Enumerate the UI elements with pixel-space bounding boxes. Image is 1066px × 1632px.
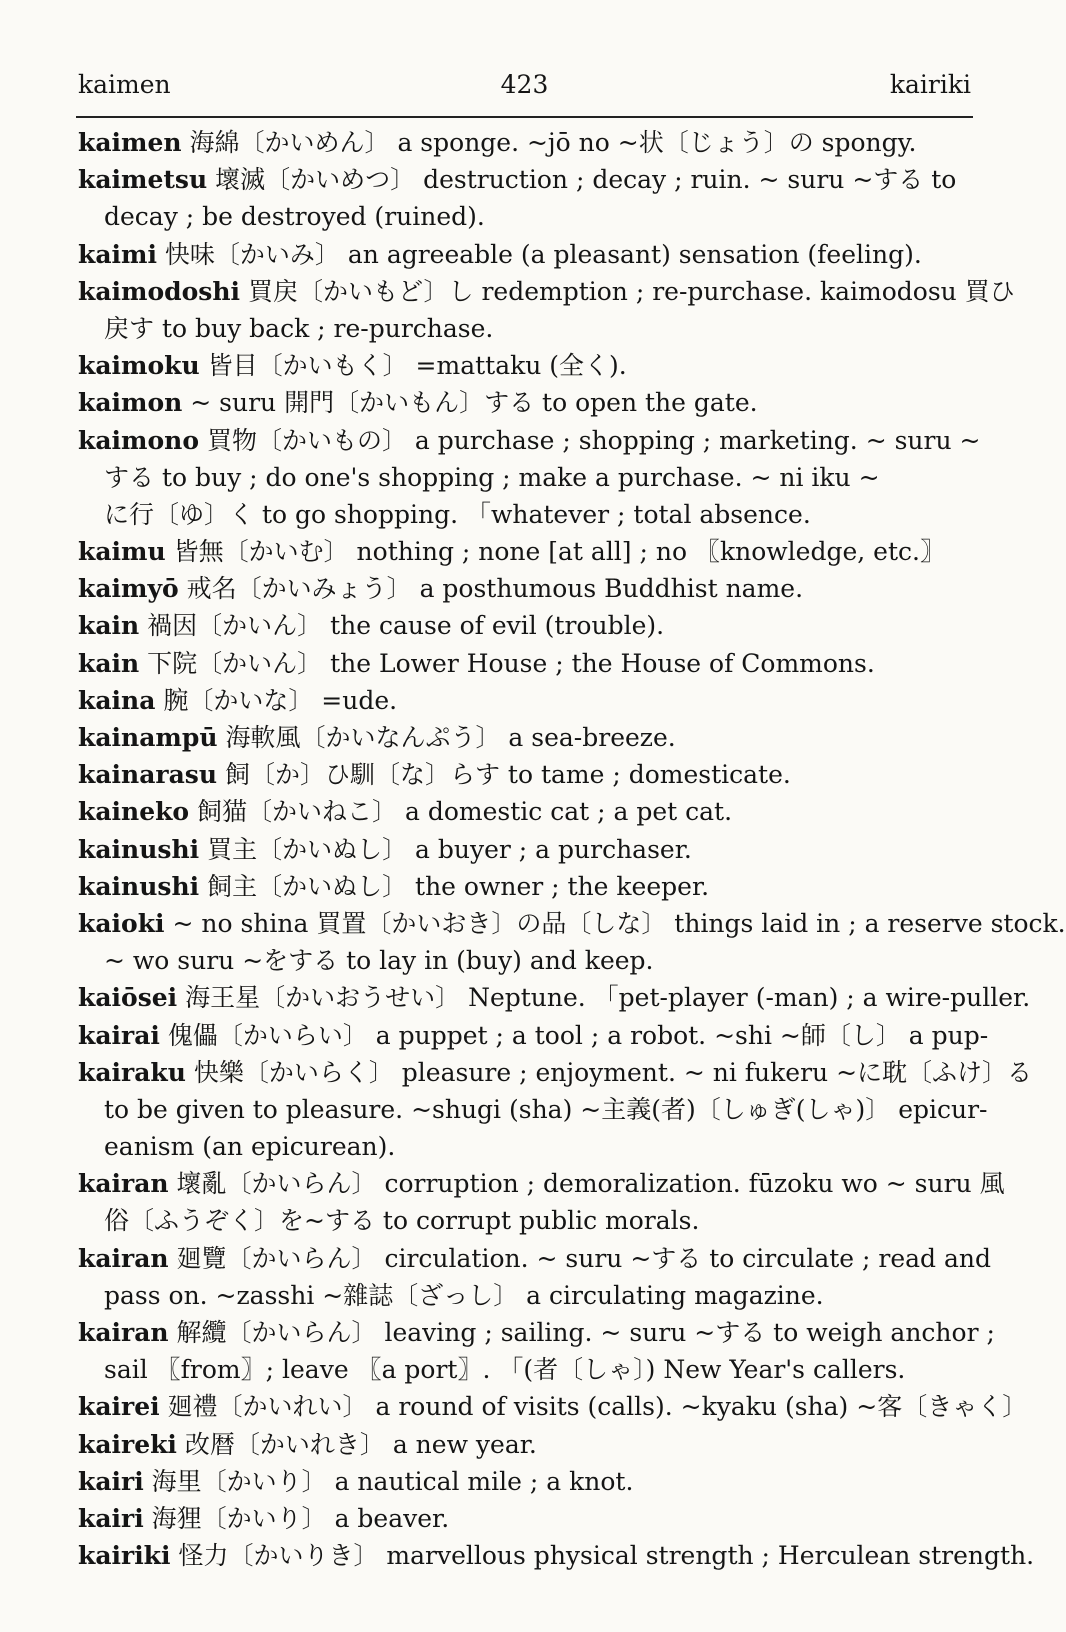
running-header xyxy=(78,70,971,110)
entry-text: 快味〔かいみ〕 an agreeable (a pleasant) sensation (feeling). xyxy=(156,239,922,269)
entry-text: 廻覽〔かいらん〕 circulation. ~ suru ~する to circulate ; read and xyxy=(168,1243,991,1273)
entry-text: 戻す to buy back ; re-purchase. xyxy=(104,313,494,343)
entry-text: eanism (an epicurean). xyxy=(104,1132,396,1162)
entry-text: 解纜〔かいらん〕 leaving ; sailing. ~ suru ~する to weigh anchor ; xyxy=(168,1318,995,1347)
entry-line xyxy=(78,1314,995,1351)
entry-line xyxy=(78,1500,973,1537)
entry-text: 買物〔かいもの〕 a purchase ; shopping ; marketing. ~ suru ~ xyxy=(199,425,981,455)
entry-line xyxy=(78,533,973,570)
entry-line xyxy=(78,161,973,198)
entry-line xyxy=(78,719,973,756)
headword: kairei xyxy=(78,1392,160,1422)
entry-line xyxy=(78,1240,991,1277)
headword: kaina xyxy=(78,685,156,715)
entry-text: 怪力〔かいりき〕 marvellous physical strength ; Herculean strength. xyxy=(170,1541,1035,1571)
headword: kaimi xyxy=(78,239,157,269)
entry-text: ~ wo suru ~をする to lay in (buy) and keep. xyxy=(104,946,654,976)
entry-line xyxy=(78,570,973,607)
entry-line xyxy=(78,868,973,905)
entry-text: 戒名〔かいみょう〕 a posthumous Buddhist name. xyxy=(178,574,804,604)
entry-line xyxy=(78,1165,1005,1202)
entry-continuation-line xyxy=(78,198,973,235)
headword: kaiōsei xyxy=(78,983,178,1013)
headword: kairai xyxy=(78,1020,160,1050)
entry-line xyxy=(78,236,973,273)
entry-text: 下院〔かいん〕 the Lower House ; the House of Commons. xyxy=(139,648,875,678)
entry-text: 壞亂〔かいらん〕 corruption ; demoralization. fūzoku wo ~ suru 風 xyxy=(168,1169,1005,1199)
entry-text: 海里〔かいり〕 a nautical mile ; a knot. xyxy=(143,1466,634,1496)
headword: kairan xyxy=(78,1243,169,1273)
page-number: 423 xyxy=(500,70,549,99)
entry-text: 傀儡〔かいらい〕 a puppet ; a tool ; a robot. ~shi ~師〔し〕 a pup- xyxy=(159,1020,989,1050)
headword: kaioki xyxy=(78,908,165,938)
headword: kairi xyxy=(78,1466,144,1496)
headword: kainampū xyxy=(78,723,218,752)
headword: kaimon xyxy=(78,388,183,418)
entry-line xyxy=(78,1463,973,1500)
headword: kairaku xyxy=(78,1057,186,1087)
headword: kain xyxy=(78,611,140,641)
entry-text: 皆無〔かいむ〕 nothing ; none [at all] ; no 〖knowledge, etc.〗 xyxy=(165,537,945,567)
headword: kainushi xyxy=(78,834,200,864)
entry-text: 俗〔ふうぞく〕を~する to corrupt public morals. xyxy=(104,1206,700,1236)
entry-line xyxy=(78,422,981,459)
entry-line xyxy=(78,1388,1028,1425)
headword: kaimodoshi xyxy=(78,276,241,306)
entry-line xyxy=(78,347,973,384)
entry-line xyxy=(78,682,973,719)
entry-line xyxy=(78,756,973,793)
entry-line xyxy=(78,1426,973,1463)
entry-continuation-line xyxy=(78,459,973,496)
entry-text: 海狸〔かいり〕 a beaver. xyxy=(143,1503,450,1533)
entry-text: 改暦〔かいれき〕 a new year. xyxy=(176,1429,537,1459)
entry-text: pass on. ~zasshi ~雜誌〔ざっし〕 a circulating magazine. xyxy=(104,1280,824,1310)
headword: kairan xyxy=(78,1318,169,1347)
headword: kairi xyxy=(78,1503,144,1533)
headword: kaimyō xyxy=(78,574,179,604)
entry-line xyxy=(78,384,973,421)
entry-line xyxy=(78,645,973,682)
entry-line xyxy=(78,124,973,161)
entry-line xyxy=(78,979,1031,1016)
entry-line xyxy=(78,905,1066,942)
entry-text: decay ; be destroyed (ruined). xyxy=(104,202,485,232)
entry-text: 飼猫〔かいねこ〕 a domestic cat ; a pet cat. xyxy=(189,797,733,827)
entry-continuation-line xyxy=(78,1351,973,1388)
entry-text: に行〔ゆ〕く to go shopping. 「whatever ; total absence. xyxy=(104,499,811,529)
entry-text: 買戻〔かいもど〕し redemption ; re-purchase. kaimodosu 買ひ xyxy=(240,276,1015,306)
entry-line xyxy=(78,793,973,830)
headword: kaimen xyxy=(78,128,182,157)
entry-text: ~ suru 開門〔かいもん〕する to open the gate. xyxy=(182,388,758,418)
headword: kaimetsu xyxy=(78,165,208,195)
entry-line xyxy=(78,831,973,868)
headword: kaimu xyxy=(78,537,166,567)
entry-text: to be given to pleasure. ~shugi (sha) ~主義(者)〔しゅぎ(しゃ)〕 epicur- xyxy=(104,1094,988,1124)
entry-line xyxy=(78,607,973,644)
headword: kain xyxy=(78,648,140,678)
left-guide-word: kaimen xyxy=(78,70,171,99)
entry-continuation-line xyxy=(78,1091,988,1128)
entry-list xyxy=(78,124,1066,1574)
entry-line xyxy=(78,1017,989,1054)
headword: kaimoku xyxy=(78,351,200,381)
entry-text: 飼主〔かいぬし〕 the owner ; the keeper. xyxy=(199,871,710,901)
entry-text: ~ no shina 買置〔かいおき〕の品〔しな〕 things laid in ; a reserve stock. xyxy=(164,908,1066,938)
headword: kaineko xyxy=(78,797,190,827)
entry-text: する to buy ; do one's shopping ; make a purchase. ~ ni iku ~ xyxy=(104,462,880,492)
entry-text: 快樂〔かいらく〕 pleasure ; enjoyment. ~ ni fukeru ~に耽〔ふけ〕る xyxy=(185,1057,1033,1087)
headword: kainarasu xyxy=(78,760,218,790)
entry-continuation-line xyxy=(78,1202,973,1239)
entry-continuation-line xyxy=(78,942,973,979)
entry-text: 皆目〔かいもく〕 =mattaku (全く). xyxy=(199,351,627,381)
entry-line xyxy=(78,1537,1035,1574)
entry-continuation-line xyxy=(78,496,973,533)
entry-text: 腕〔かいな〕 =ude. xyxy=(155,685,398,715)
headword: kainushi xyxy=(78,871,200,901)
entry-line xyxy=(78,273,1015,310)
entry-continuation-line xyxy=(78,310,973,347)
header-rule xyxy=(76,116,973,118)
entry-text: 買主〔かいぬし〕 a buyer ; a purchaser. xyxy=(199,834,692,864)
entry-text: 飼〔か〕ひ馴〔な〕らす to tame ; domesticate. xyxy=(217,760,791,790)
entry-continuation-line xyxy=(78,1128,973,1165)
entry-continuation-line xyxy=(78,1277,973,1314)
entry-text: sail 〖from〗; leave 〖a port〗. 「(者〔しゃ〕) New Year's callers. xyxy=(104,1355,906,1385)
entry-line xyxy=(78,1054,1033,1091)
entry-text: 海綿〔かいめん〕 a sponge. ~jō no ~状〔じょう〕の spongy. xyxy=(181,128,917,157)
entry-text: 壞滅〔かいめつ〕 destruction ; decay ; ruin. ~ suru ~する to xyxy=(207,165,957,195)
headword: kairan xyxy=(78,1169,169,1199)
headword: kaimono xyxy=(78,425,199,455)
headword: kaireki xyxy=(78,1429,177,1459)
right-guide-word: kairiki xyxy=(889,70,971,99)
entry-text: 廻禮〔かいれい〕 a round of visits (calls). ~kyaku (sha) ~客〔きゃく〕 xyxy=(159,1392,1028,1422)
entry-text: 海軟風〔かいなんぷう〕 a sea-breeze. xyxy=(217,723,676,752)
entry-text: 禍因〔かいん〕 the cause of evil (trouble). xyxy=(139,611,665,641)
headword: kairiki xyxy=(78,1541,171,1571)
entry-text: 海王星〔かいおうせい〕 Neptune. 「pet-player (-man) ; a wire-puller. xyxy=(177,983,1031,1013)
